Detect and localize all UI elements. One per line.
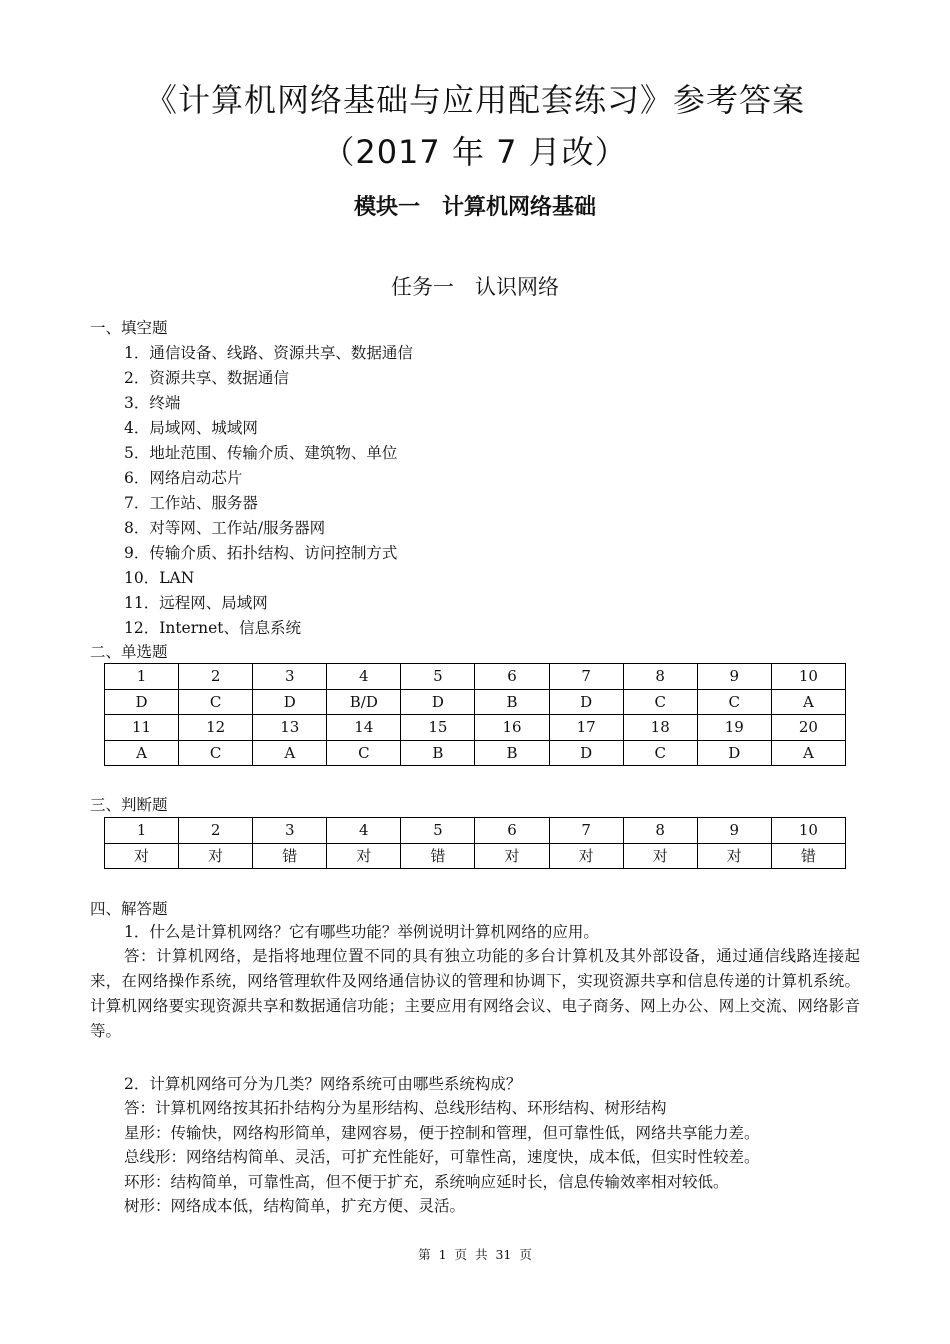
table-cell: 12 [179, 715, 253, 741]
table-cell: D [105, 689, 179, 715]
table-cell: 7 [549, 818, 623, 844]
table-cell: 8 [623, 664, 697, 690]
table-cell: 1 [105, 664, 179, 690]
module-heading: 模块一 计算机网络基础 [353, 195, 596, 220]
table-cell: D [253, 689, 327, 715]
table-cell: 17 [549, 715, 623, 741]
table-cell: 15 [401, 715, 475, 741]
table-cell: 9 [697, 818, 771, 844]
table-cell: 19 [697, 715, 771, 741]
table-cell: 13 [253, 715, 327, 741]
fill-blank-item: 7．工作站、服务器 [124, 494, 258, 512]
short-answer-heading: 四、解答题 [90, 900, 168, 918]
table-cell: 3 [253, 818, 327, 844]
single-choice-heading: 二、单选题 [90, 643, 168, 661]
table-cell: A [771, 740, 845, 766]
table-cell: 7 [549, 664, 623, 690]
table-cell: 3 [253, 664, 327, 690]
table-cell: 9 [697, 664, 771, 690]
question-2: 2．计算机网络可分为几类？网络系统可由哪些系统构成？ [124, 1075, 522, 1093]
table-cell: D [401, 689, 475, 715]
table-cell: 16 [475, 715, 549, 741]
table-cell: 1 [105, 818, 179, 844]
table-cell: 对 [549, 843, 623, 869]
answer-2-line: 树形：网络成本低，结构简单，扩充方便、灵活。 [124, 1197, 466, 1215]
table-cell: 11 [105, 715, 179, 741]
table-row [105, 664, 846, 690]
fill-blank-item: 1．通信设备、线路、资源共享、数据通信 [124, 344, 413, 362]
table-cell: 14 [327, 715, 401, 741]
table-row [105, 843, 846, 869]
fill-blank-item: 10．LAN [124, 569, 195, 587]
table-cell: 10 [771, 664, 845, 690]
table-row [105, 689, 846, 715]
table-cell: C [623, 740, 697, 766]
table-cell: B/D [327, 689, 401, 715]
table-cell: 对 [623, 843, 697, 869]
table-cell: B [475, 740, 549, 766]
true-false-table [104, 817, 846, 869]
table-cell: 对 [105, 843, 179, 869]
task-heading: 任务一 认识网络 [391, 275, 559, 299]
table-cell: A [105, 740, 179, 766]
table-cell: B [475, 689, 549, 715]
table-cell: C [623, 689, 697, 715]
table-cell: 错 [771, 843, 845, 869]
table-row [105, 818, 846, 844]
answer-2-line: 答：计算机网络按其拓扑结构分为星形结构、总线形结构、环形结构、树形结构 [124, 1099, 667, 1117]
table-cell: 10 [771, 818, 845, 844]
table-row [105, 740, 846, 766]
fill-blank-item: 4．局域网、城域网 [124, 419, 258, 437]
document-title: 《计算机网络基础与应用配套练习》参考答案 [144, 81, 805, 119]
fill-blank-item: 2．资源共享、数据通信 [124, 369, 289, 387]
question-1: 1．什么是计算机网络？它有哪些功能？举例说明计算机网络的应用。 [124, 923, 599, 941]
document-subtitle: （2017 年 7 月改） [322, 133, 628, 171]
fill-blank-item: 8．对等网、工作站/服务器网 [124, 519, 326, 537]
fill-blank-item: 9．传输介质、拓扑结构、访问控制方式 [124, 544, 398, 562]
table-cell: 4 [327, 818, 401, 844]
table-cell: C [179, 689, 253, 715]
table-row [105, 715, 846, 741]
table-cell: A [253, 740, 327, 766]
table-cell: C [179, 740, 253, 766]
table-cell: 20 [771, 715, 845, 741]
table-cell: D [549, 689, 623, 715]
table-cell: 错 [401, 843, 475, 869]
answer-2-line: 星形：传输快，网络构形简单，建网容易，便于控制和管理，但可靠性低，网络共享能力差。 [124, 1124, 760, 1142]
fill-blank-item: 12．Internet、信息系统 [124, 619, 302, 637]
table-cell: 4 [327, 664, 401, 690]
answer-2-line: 环形：结构简单，可靠性高，但不便于扩充，系统响应延时长，信息传输效率相对较低。 [124, 1173, 729, 1191]
fill-blank-item: 6．网络启动芯片 [124, 469, 243, 487]
fill-blank-item: 5．地址范围、传输介质、建筑物、单位 [124, 444, 398, 462]
table-cell: 8 [623, 818, 697, 844]
table-cell: 5 [401, 818, 475, 844]
table-cell: B [401, 740, 475, 766]
table-cell: 对 [697, 843, 771, 869]
table-cell: 对 [179, 843, 253, 869]
answer-1: 答：计算机网络，是指将地理位置不同的具有独立功能的多台计算机及其外部设备，通过通信线路连接起来，在网络操作系统，网络管理软件及网络通信协议的管理和协调下，实现资源共享和信息传递的计算机系统。计算机网络要实现资源共享和数据通信功能；主要应用有网络会议、电子商务、网上办公、网上交流、网络影音等。 [90, 947, 860, 1040]
table-cell: 2 [179, 664, 253, 690]
table-cell: 错 [253, 843, 327, 869]
table-cell: 5 [401, 664, 475, 690]
true-false-heading: 三、判断题 [90, 796, 168, 814]
table-cell: D [549, 740, 623, 766]
table-cell: 对 [475, 843, 549, 869]
fill-blank-heading: 一、填空题 [90, 319, 168, 337]
table-cell: A [771, 689, 845, 715]
table-cell: 18 [623, 715, 697, 741]
fill-blank-item: 11．远程网、局域网 [124, 594, 268, 612]
table-cell: C [697, 689, 771, 715]
fill-blank-item: 3．终端 [124, 394, 181, 412]
table-cell: D [697, 740, 771, 766]
single-choice-table [104, 663, 846, 766]
page-number: 第 1 页 共 31 页 [418, 1247, 532, 1262]
table-cell: 2 [179, 818, 253, 844]
table-cell: 对 [327, 843, 401, 869]
answer-2-line: 总线形：网络结构简单、灵活，可扩充性能好，可靠性高，速度快，成本低，但实时性较差。 [124, 1148, 760, 1166]
table-cell: C [327, 740, 401, 766]
table-cell: 6 [475, 818, 549, 844]
table-cell: 6 [475, 664, 549, 690]
